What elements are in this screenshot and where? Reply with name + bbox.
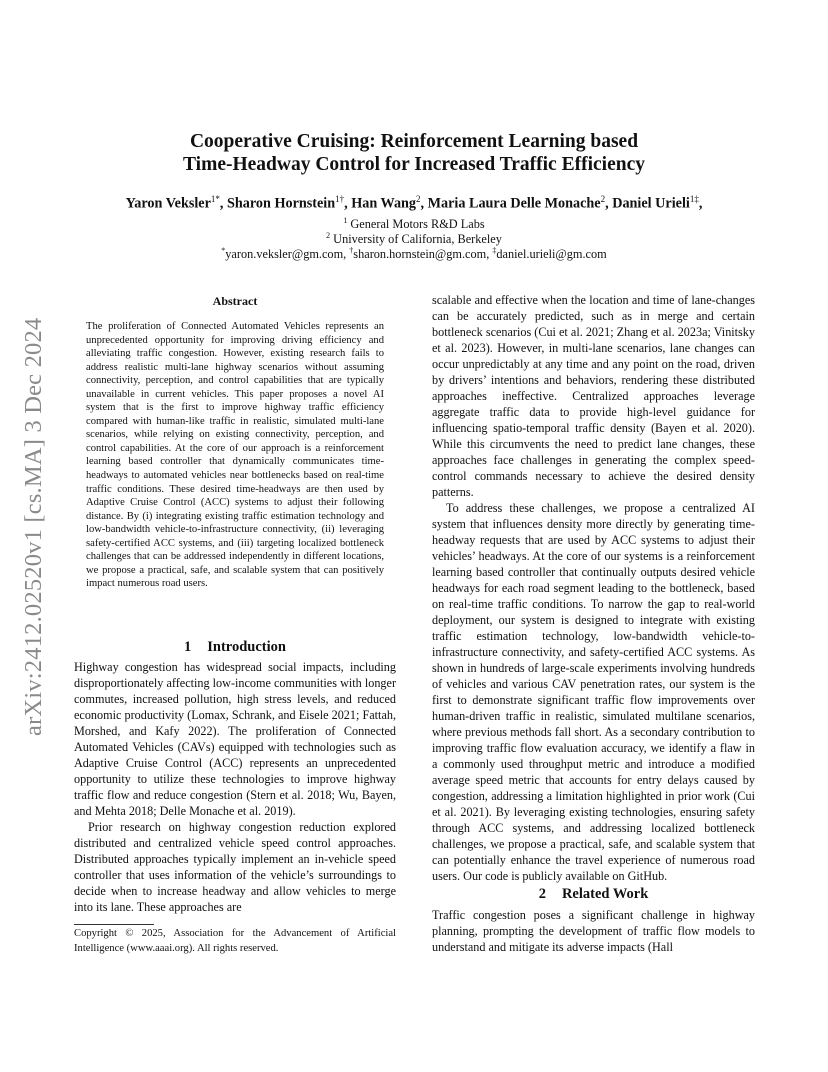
section-number: 2 [538,886,546,902]
copyright-footnote: Copyright © 2025, Association for the Advancement of Artificial Intelligence (www.aaai.org). All rights reserved. [74,928,396,954]
section-title: Introduction [207,639,286,655]
right-column-body [432,292,755,884]
author-name: Maria Laura Delle Monache [427,195,601,212]
author-mark: 1† [335,194,345,204]
section-heading-introduction [74,639,396,656]
title-line-1: Cooperative Cruising: Reinforcement Learning based [189,131,639,152]
body-paragraph: Traffic congestion poses a significant challenge in highway planning, prompting the development of traffic flow models to understand and mitigate its adverse impacts (Hall [432,908,755,954]
author-mark: 1* [210,194,220,204]
email-address: sharon.hornstein@gm.com, [353,247,493,262]
body-paragraph: Prior research on highway congestion reduction explored distributed and centralized vehicle speed control approaches. Distributed approaches typically implement an in-vehicle speed controller that uses information of the vehicle’s surroundings to decide when to increase headway and allow vehicles to merge into its lane. These approaches are [74,820,396,914]
author-emails [100,243,728,262]
email-mark: * [221,246,226,255]
email-mark: ‡ [492,246,497,255]
author-mark: 2 [600,194,606,204]
body-paragraph: To address these challenges, we propose a centralized AI system that influences density more directly by generating time-headway requests that are used by ACC systems to adjust their vehicles’ headways. At the core of our systems is a reinforcement learning based controller that continually outputs desired vehicle headways for each road segment leading to the bottleneck, based on real-time traffic conditions. To narrow the gap to real-world deployment, our system is designed to integrate with existing traffic estimation technology, low-bandwidth vehicle-to-infrastructure connectivity, and safety-certified ACC systems. As shown in hundreds of large-scale experiments involving hundreds of vehicles and various CAV penetration rates, our system is the first to demonstrate significant traffic flow improvements over human-driven traffic in realistic, simulated multilane scenarios, where previous methods fall short. As a secondary contribution to improving traffic flow evaluation accuracy, we identify a flaw in a commonly used throughput metric and introduce a modified average speed metric that accounts for entry delays caused by congestion, addressing a limitation highlighted in prior work (Cui et al. 2021). By leveraging existing technologies, ensuring safety through ACC systems, and addressing localized bottleneck challenges, we propose a practical, safe, and scalable system that can potentially enhance the travel experience of numerous road users. Our code is publicly available on GitHub. [432,501,755,883]
author-name: Sharon Hornstein [227,195,336,212]
email-address: daniel.urieli@gm.com [496,247,607,262]
affiliation-name: University of California, Berkeley [330,232,502,247]
email-mark: † [349,246,354,255]
author-mark: 1‡ [689,194,699,204]
arxiv-identifier: arXiv:2412.02520v1 [cs.MA] 3 Dec 2024 [20,317,47,737]
author-name: Daniel Urieli [612,195,690,212]
author-list [60,190,768,213]
body-paragraph: scalable and effective when the location and time of lane-changes can be accurately predicted, such as in merge and certain bottleneck scenarios (Cui et al. 2021; Zhang et al. 2023a; Vinitsky et al. 2023). However, in multi-lane scenarios, lane changes can occur unpredictably at any time and any point on the road, driven by drivers’ intentions and behaviors, rendering these distributed approaches ineffective. Centralized approaches leverage aggregate traffic data to provide high-level guidance for influencing spatio-temporal traffic density (Bayen et al. 2020). While this circumvents the need to predict lane changes, these approaches face challenges in generating the complex speed-control commands necessary to achieve the desired density patterns. [432,293,755,499]
author-mark: 2 [416,194,421,204]
author-separator: , [219,195,227,212]
affiliation-name: General Motors R&D Labs [347,217,485,232]
section-title: Related Work [561,886,649,902]
author-separator: , [605,195,613,212]
footnote-rule [74,924,154,925]
section-heading-related-work [432,886,755,903]
body-paragraph: Highway congestion has widespread social impacts, including disproportionately affecting low-income communities with longer commutes, increased pollution, high stress levels, and reduced economic productivity (Lomax, Schrank, and Eisele 2021; Fattah, Morshed, and Kafy 2022). The proliferation of Connected Automated Vehicles (CAVs) equipped with technologies such as Adaptive Cruise Control (ACC) represents an unprecedented opportunity to utilize these technologies to improve highway traffic flow and reduce congestion (Stern et al. 2018; Wu, Bayen, and Mehta 2018; Delle Monache et al. 2019). [74,660,396,818]
section-number: 1 [184,639,192,655]
author-separator: , [344,195,352,212]
related-work-body [432,907,755,955]
introduction-body [74,659,396,915]
paper-title [100,130,728,176]
affiliation-mark: 1 [343,216,348,225]
author-name: Han Wang [351,195,417,212]
author-name: Yaron Veksler [125,195,211,212]
email-address: yaron.veksler@gm.com, [225,247,350,262]
author-separator: , [420,195,428,212]
author-separator: , [698,195,703,212]
abstract-text: The proliferation of Connected Automated Vehicles represents an unprecedented opportunity for improving driving efficiency and alleviating traffic congestion. However, existing research fails to address realistic multi-lane highway scenarios without assuming connectivity, perception, and control capabilities that are typically unavailable in current vehicles. This paper proposes a novel AI system that is the first to improve highway traffic efficiency compared with human-like traffic in realistic, simulated multi-lane scenarios, while relying on existing connectivity, perception, and control capabilities. At the core of our approach is a reinforcement learning based controller that dynamically communicates time-headways to automated vehicles near bottlenecks based on real-time traffic conditions. These desired time-headways are then used by Adaptive Cruise Control (ACC) systems to adjust their following distance. By (i) integrating existing traffic estimation technology and low-bandwidth vehicle-to-infrastructure connectivity, (ii) leveraging safety-certified ACC systems, and (iii) targeting localized bottleneck challenges that can be addressed independently in different locations, we propose a practical, safe, and scalable system that can positively impact numerous road users. [86,321,384,590]
affiliation-mark: 2 [326,231,331,240]
title-line-2: Time-Headway Control for Increased Traffic Efficiency [183,154,645,175]
abstract-heading: Abstract [212,294,258,308]
